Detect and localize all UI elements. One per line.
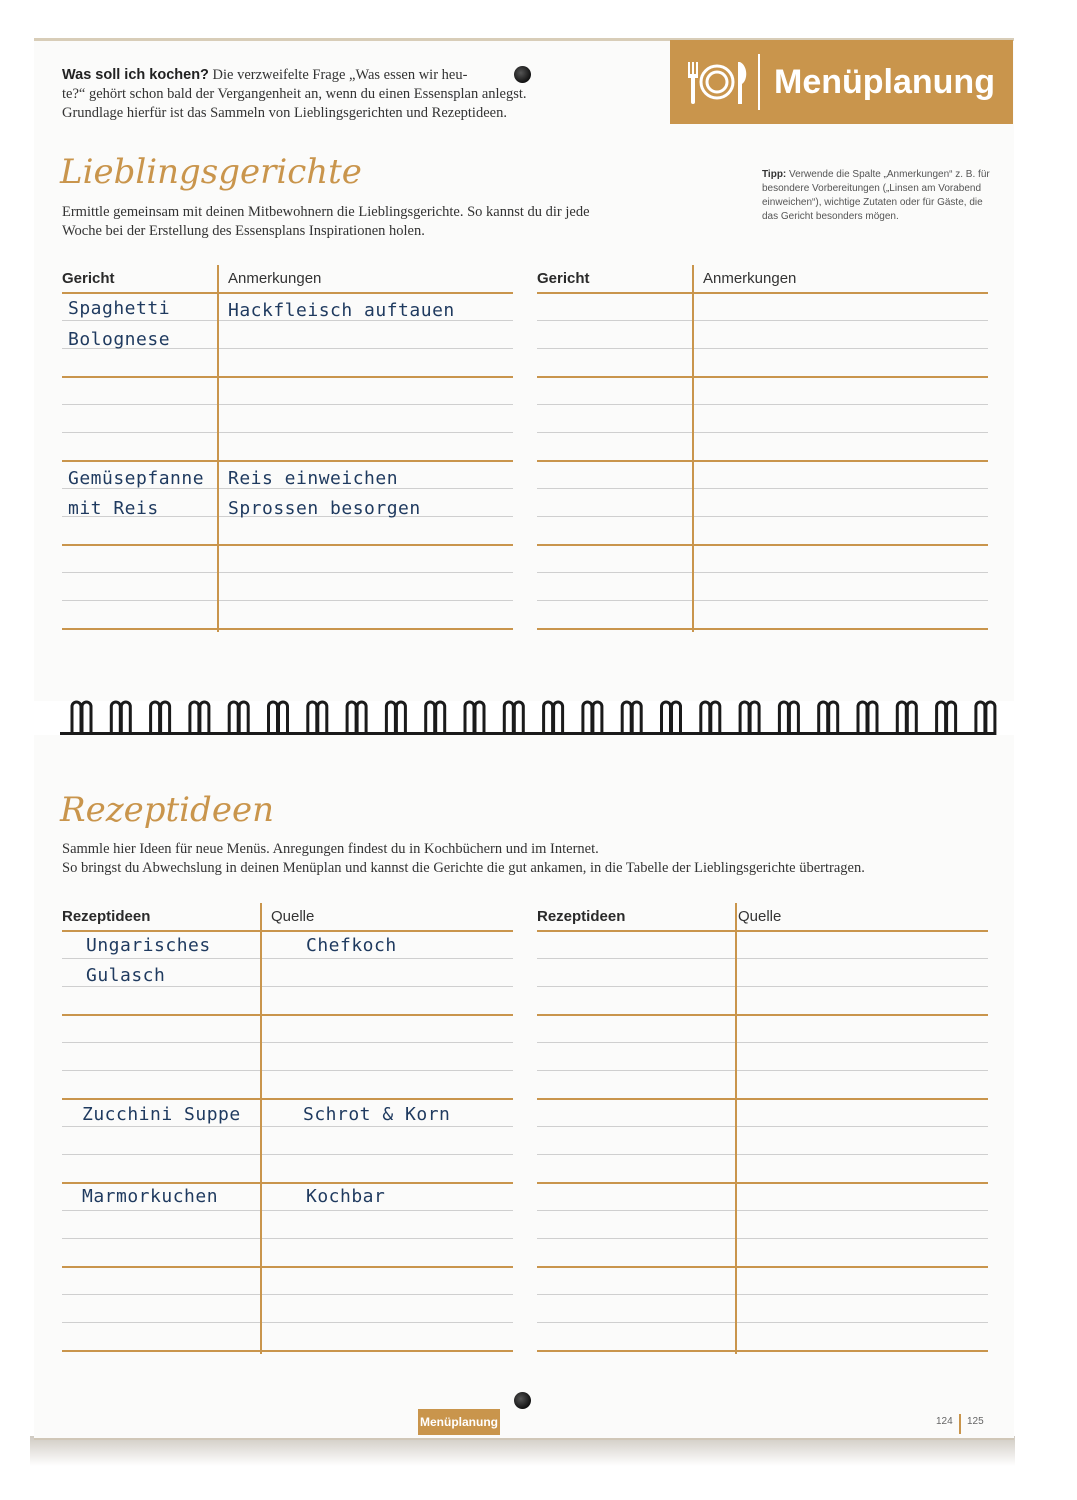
column-divider — [692, 265, 694, 632]
table-rule — [537, 628, 988, 630]
handwritten-note: Hackfleisch auftauen — [228, 300, 455, 321]
table-rule — [537, 404, 988, 405]
table-rule — [537, 1154, 988, 1155]
table-rule — [62, 376, 513, 378]
column-header-recipe: Rezeptideen — [537, 908, 626, 925]
table-rule — [537, 1238, 988, 1239]
recipes-description — [62, 840, 865, 878]
plate-cutlery-icon — [682, 56, 752, 108]
table-rule — [537, 1042, 988, 1043]
table-rule — [62, 628, 513, 630]
table-rule — [62, 460, 513, 462]
tip-box — [762, 168, 992, 224]
table-rule — [537, 958, 988, 959]
handwritten-note: Reis einweichen — [228, 468, 399, 489]
table-rule — [62, 544, 513, 546]
handwritten-dish: Gemüsepfanne — [68, 468, 205, 489]
handwritten-dish: Spaghetti — [68, 298, 171, 319]
table-rule — [62, 1070, 513, 1071]
page-number-left: 124 — [936, 1416, 953, 1427]
favorites-table-right — [537, 270, 988, 632]
handwritten-recipe: Ungarisches — [86, 935, 211, 956]
table-rule — [537, 1210, 988, 1211]
table-rule — [537, 1266, 988, 1268]
handwritten-recipe: Marmorkuchen — [82, 1186, 219, 1207]
column-divider — [260, 903, 262, 1354]
handwritten-recipe: Gulasch — [86, 965, 166, 986]
handwritten-note: Sprossen besorgen — [228, 498, 421, 519]
table-rule — [62, 1014, 513, 1016]
section-title: Menüplanung — [774, 62, 995, 101]
table-rule — [62, 1042, 513, 1043]
favorites-description — [62, 203, 590, 241]
table-rule — [62, 1350, 513, 1352]
table-rule — [62, 1182, 513, 1184]
column-divider — [735, 903, 737, 1354]
section-header-tab — [670, 40, 1013, 124]
handwritten-source: Schrot & Korn — [303, 1104, 451, 1125]
table-rule — [62, 986, 513, 987]
table-rule — [537, 600, 988, 601]
favorites-desc-line-1: Ermittle gemeinsam mit deinen Mitbewohnern die Lieblingsgerichte. So kannst du dir jede — [62, 204, 590, 220]
table-rule — [537, 1098, 988, 1100]
column-header-source: Quelle — [738, 908, 782, 925]
recipes-desc-line-2: So bringst du Abwechslung in deinen Menüplan und kannst die Gerichte die gut ankamen, in die Tabelle der Lieblingsgerichte übertragen. — [62, 860, 865, 876]
page-shadow — [30, 1436, 1015, 1466]
table-rule — [537, 1182, 988, 1184]
table-rule — [62, 1266, 513, 1268]
table-rule — [62, 958, 513, 959]
favorites-heading: Lieblingsgerichte — [60, 152, 362, 192]
intro-line-3: Grundlage hierfür ist das Sammeln von Lieblingsgerichten und Rezeptideen. — [62, 105, 507, 121]
column-header-dish: Gericht — [537, 270, 590, 287]
footer-section-tab: Menüplanung — [418, 1409, 500, 1435]
column-divider — [217, 265, 219, 632]
table-rule — [537, 292, 988, 294]
table-rule — [62, 1322, 513, 1323]
table-rule — [537, 1070, 988, 1071]
handwritten-source: Kochbar — [306, 1186, 386, 1207]
table-rule — [62, 1154, 513, 1155]
handwritten-source: Chefkoch — [306, 935, 397, 956]
page-number-divider — [959, 1414, 961, 1434]
table-rule — [62, 1238, 513, 1239]
table-rule — [537, 1294, 988, 1295]
table-rule — [537, 516, 988, 517]
favorites-table-left — [62, 270, 513, 632]
table-rule — [537, 572, 988, 573]
recipes-table-right — [537, 908, 988, 1354]
punch-hole — [514, 1392, 531, 1409]
table-rule — [537, 320, 988, 321]
column-header-notes: Anmerkungen — [703, 270, 797, 287]
column-header-dish: Gericht — [62, 270, 115, 287]
column-header-notes: Anmerkungen — [228, 270, 322, 287]
intro-line-2: te?“ gehört schon bald der Vergangenheit an, wenn du einen Essensplan anlegst. — [62, 86, 527, 102]
table-rule — [537, 432, 988, 433]
table-rule — [62, 600, 513, 601]
table-rule — [62, 432, 513, 433]
table-rule — [537, 986, 988, 987]
table-rule — [537, 348, 988, 349]
table-rule — [537, 376, 988, 378]
intro-text — [62, 66, 622, 123]
column-header-recipe: Rezeptideen — [62, 908, 151, 925]
tip-label: Tipp: — [762, 169, 787, 180]
table-rule — [537, 460, 988, 462]
table-rule — [62, 572, 513, 573]
favorites-desc-line-2: Woche bei der Erstellung des Essensplans Inspirationen holen. — [62, 223, 425, 239]
handwritten-dish: mit Reis — [68, 498, 159, 519]
table-rule — [537, 930, 988, 932]
table-rule — [62, 1294, 513, 1295]
table-rule — [537, 1322, 988, 1323]
table-rule — [537, 1014, 988, 1016]
page-number-right: 125 — [967, 1416, 984, 1427]
table-rule — [537, 1350, 988, 1352]
intro-line-1: Die verzweifelte Frage „Was essen wir heu- — [208, 67, 468, 83]
recipes-desc-line-1: Sammle hier Ideen für neue Menüs. Anregungen findest du in Kochbüchern und im Internet. — [62, 841, 599, 857]
recipes-heading: Rezeptideen — [60, 790, 274, 830]
table-rule — [537, 1126, 988, 1127]
table-rule — [537, 544, 988, 546]
tab-divider — [758, 54, 760, 110]
handwritten-recipe: Zucchini Suppe — [82, 1104, 241, 1125]
tip-text: Verwende die Spalte „Anmerkungen“ z. B. für besondere Vorbereitungen („Linsen am Vorabend einweichen“), wichtige Zutaten oder für Gäste, die das Gericht besonders mögen. — [762, 169, 990, 222]
table-rule — [62, 404, 513, 405]
table-rule — [62, 1098, 513, 1100]
table-rule — [537, 488, 988, 489]
table-rule — [62, 1126, 513, 1127]
table-rule — [62, 1210, 513, 1211]
handwritten-dish: Bolognese — [68, 329, 171, 350]
intro-lead: Was soll ich kochen? — [62, 67, 209, 83]
table-rule — [62, 930, 513, 932]
table-rule — [62, 292, 513, 294]
column-header-source: Quelle — [271, 908, 315, 925]
